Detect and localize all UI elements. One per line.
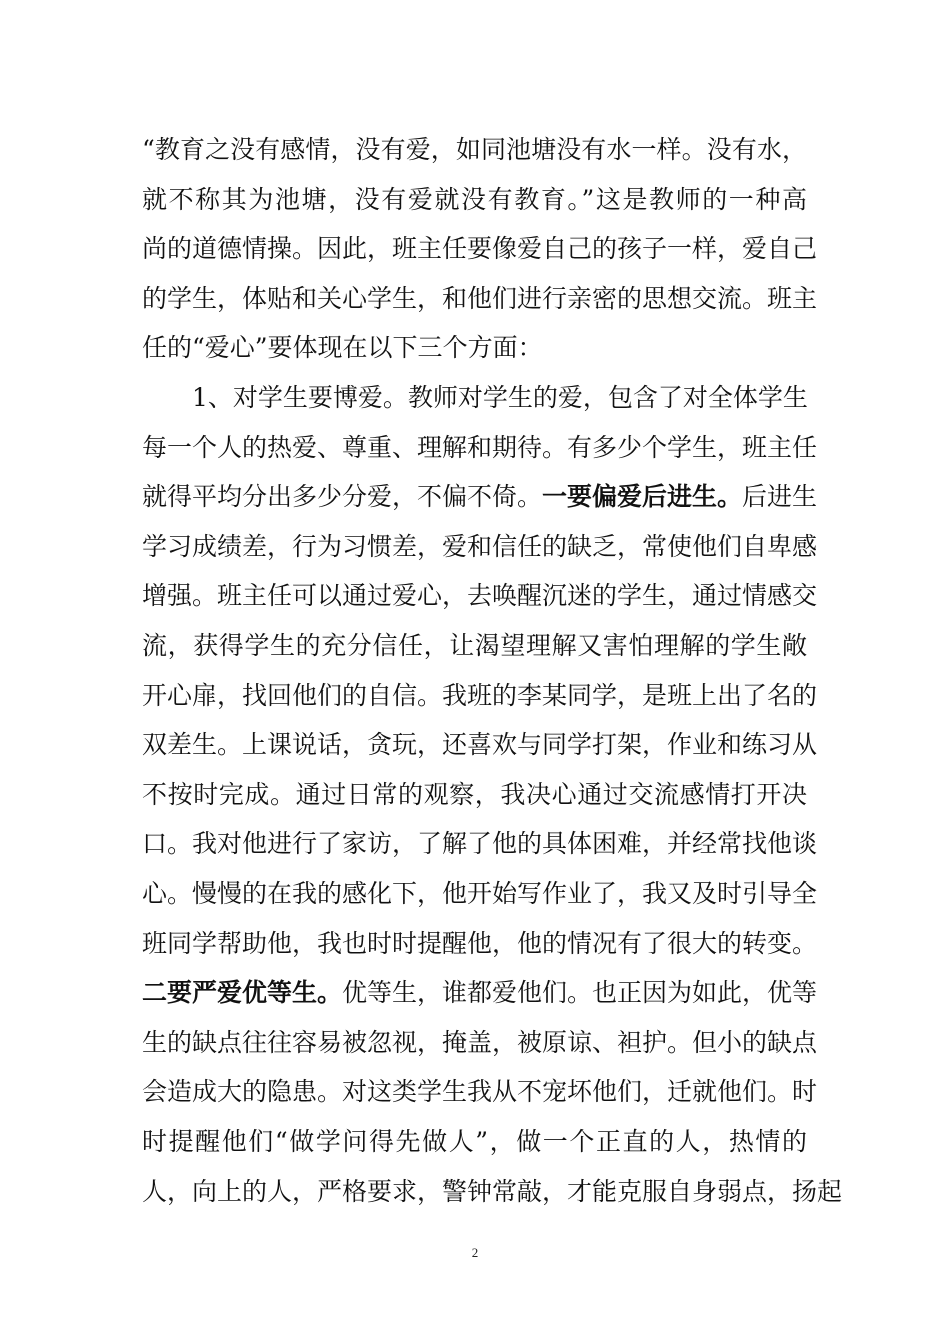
text-run: 心。慢慢的在我的感化下，他开始写作业了，我又及时引导全 xyxy=(142,879,818,908)
text-line xyxy=(142,279,818,319)
bold-text-run: 一要偏爱后进生。 xyxy=(542,482,743,512)
text-line xyxy=(142,328,807,368)
text-run: 班同学帮助他，我也时时提醒他，他的情况有了很大的转变。 xyxy=(142,928,818,958)
text-run: 尚的道德情操。因此，班主任要像爱自己的孩子一样，爱自己 xyxy=(142,234,818,264)
page-number: 2 xyxy=(471,1245,479,1260)
text-line xyxy=(142,824,818,864)
text-line xyxy=(142,477,818,517)
text-line xyxy=(142,874,818,914)
text-line xyxy=(142,180,807,220)
text-line xyxy=(142,1172,843,1212)
text-run: 不按时完成。通过日常的观察，我决心通过交流感情打开决 xyxy=(142,779,807,809)
text-run: 会造成大的隐患。对这类学生我从不宠坏他们，迁就他们。时 xyxy=(142,1077,818,1107)
text-run: 学习成绩差，行为习惯差，爱和信任的缺乏，常使他们自卑感 xyxy=(142,531,818,561)
text-line xyxy=(142,130,807,170)
text-line xyxy=(142,576,818,616)
text-run: 就不称其为池塘，没有爱就没有教育。”这是教师的一种高 xyxy=(142,184,807,214)
text-run: 开心扉，找回他们的自信。我班的李某同学，是班上出了名的 xyxy=(142,680,818,710)
text-line xyxy=(142,229,818,269)
text-run: 增强。班主任可以通过爱心，去唤醒沉迷的学生，通过情感交 xyxy=(142,581,818,611)
text-line xyxy=(142,1023,818,1063)
text-run: 生的缺点往往容易被忽视，掩盖，被原谅、袒护。但小的缺点 xyxy=(142,1027,818,1057)
text-run: 任的“爱心”要体现在以下三个方面： xyxy=(142,333,543,363)
text-line xyxy=(142,626,807,666)
text-line xyxy=(142,924,818,964)
text-run: 时提醒他们“做学问得先做人”，做一个正直的人，热情的 xyxy=(142,1127,807,1156)
text-line xyxy=(142,527,818,567)
text-line xyxy=(142,676,818,716)
text-run: 1、对学生要博爱。教师对学生的爱，包含了对全体学生 xyxy=(192,383,808,412)
bold-text-run: 二要严爱优等生。 xyxy=(142,978,343,1008)
text-line xyxy=(142,725,818,765)
text-run: 的学生，体贴和关心学生，和他们进行亲密的思想交流。班主 xyxy=(142,283,818,313)
text-run: 后进生 xyxy=(742,482,818,512)
text-run: “教育之没有感情，没有爱，如同池塘没有水一样。没有水， xyxy=(142,135,807,164)
text-run: 每一个人的热爱、尊重、理解和期待。有多少个学生，班主任 xyxy=(142,432,818,462)
text-line xyxy=(142,1122,807,1162)
text-run: 口。我对他进行了家访，了解了他的具体困难，并经常找他谈 xyxy=(142,829,818,859)
text-run: 双差生。上课说话，贪玩，还喜欢与同学打架，作业和练习从 xyxy=(142,730,818,760)
text-run: 就得平均分出多少分爱，不偏不倚。 xyxy=(142,482,543,512)
text-line xyxy=(192,378,807,418)
text-run: 优等生，谁都爱他们。也正因为如此，优等 xyxy=(342,978,818,1008)
text-line xyxy=(142,428,818,468)
text-line xyxy=(142,775,807,815)
text-run: 流，获得学生的充分信任，让渴望理解又害怕理解的学生敞 xyxy=(142,631,807,660)
text-line xyxy=(142,973,818,1013)
text-run: 人，向上的人，严格要求，警钟常敲，才能克服自身弱点，扬起 xyxy=(142,1176,843,1206)
text-line xyxy=(142,1072,818,1112)
